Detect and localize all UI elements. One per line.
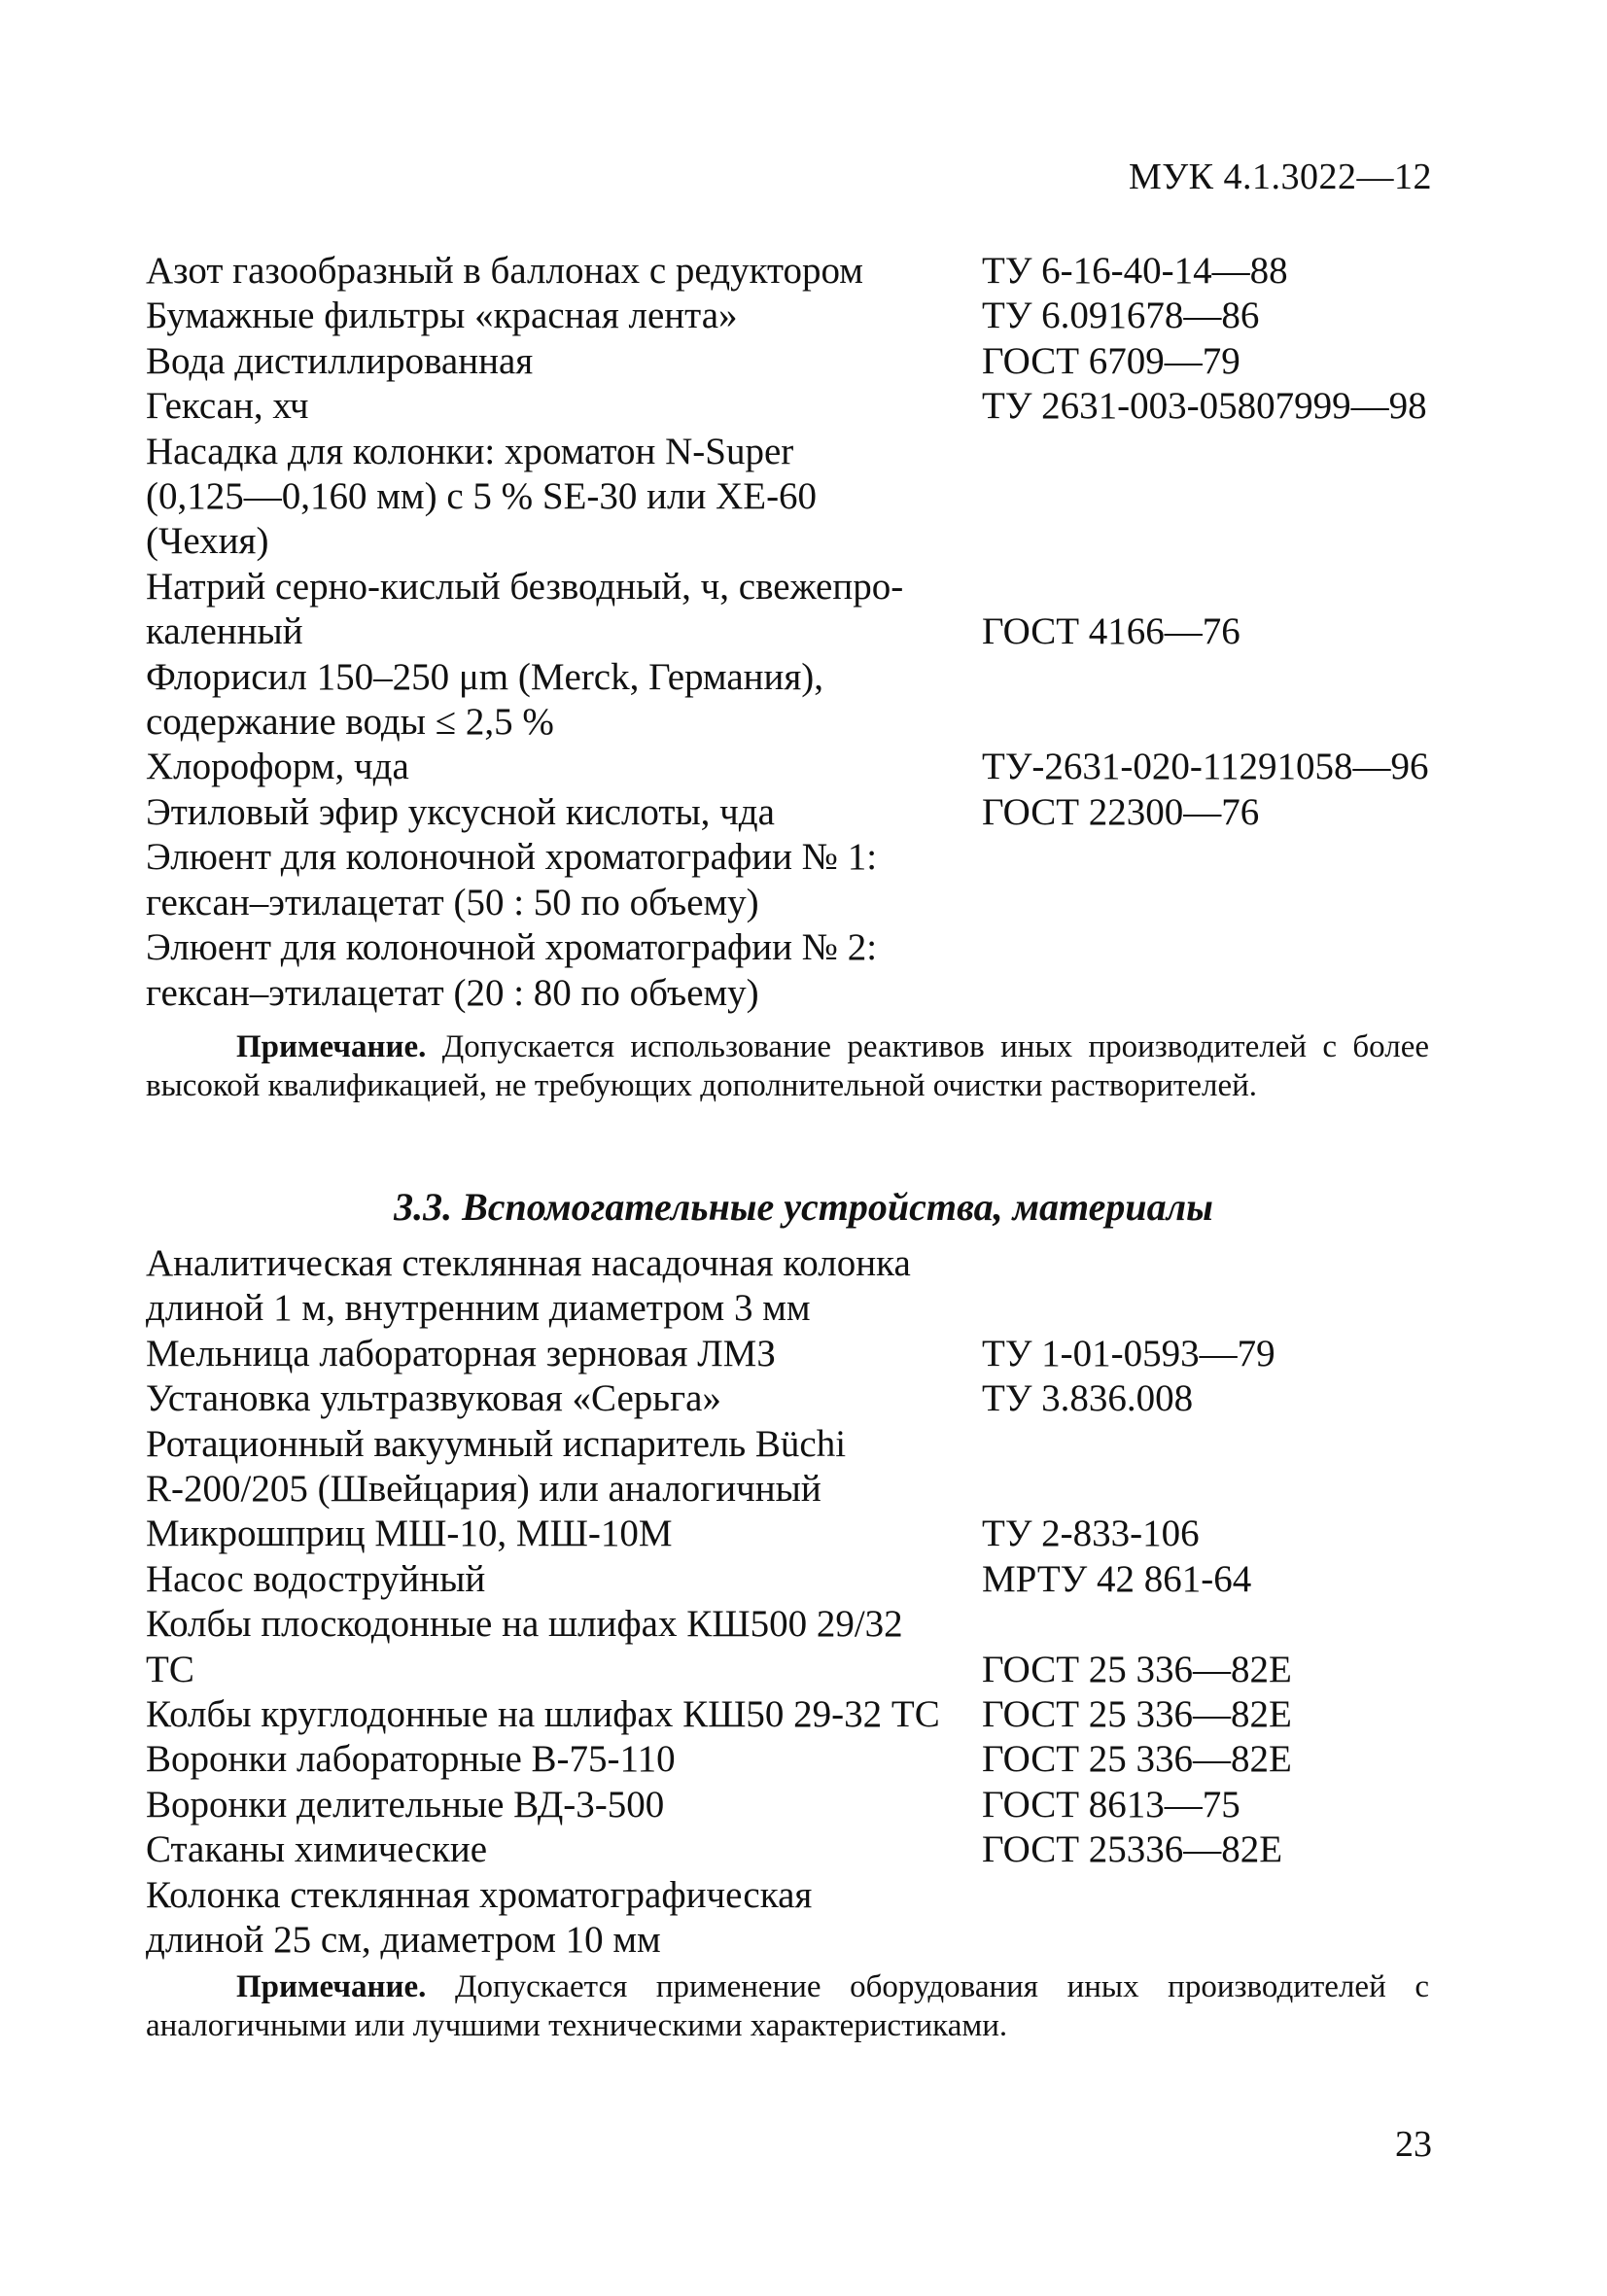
reagents-note-paragraph (146, 1027, 1429, 1105)
list-item (146, 1827, 1449, 1872)
list-item (146, 1737, 1449, 1782)
item-name-line: Аналитическая стеклянная насадочная колонка (146, 1242, 911, 1284)
item-name (146, 1557, 982, 1602)
list-item (146, 745, 1449, 789)
item-name-line: Ротационный вакуумный испаритель Büchi (146, 1422, 847, 1465)
list-item (146, 294, 1449, 338)
note-label: Примечание. (236, 1969, 427, 2004)
equipment-note-paragraph (146, 1967, 1429, 2045)
document-code-header: МУК 4.1.3022—12 (1128, 157, 1432, 197)
item-name-line: Мельница лабораторная зерновая ЛМЗ (146, 1332, 776, 1374)
list-item (146, 1422, 1449, 1513)
item-name (146, 790, 982, 835)
item-name-line: содержание воды ≤ 2,5 % (146, 701, 554, 744)
list-item (146, 790, 1449, 835)
section-title: 3.3. Вспомогательные устройства, материалы (394, 1185, 1213, 1229)
list-item (146, 925, 1449, 1016)
note-text: Допускается использование реактивов иных производителей с более высокой квалификацией, не требующих дополнительной очистки растворителей. (146, 1029, 1429, 1103)
page-number: 23 (1395, 2124, 1432, 2165)
item-name (146, 655, 982, 746)
item-standard-code: ГОСТ 4166—76 (982, 610, 1240, 653)
item-name (146, 565, 982, 655)
item-standard-code: ГОСТ 25336—82Е (982, 1828, 1283, 1871)
reagents-list (146, 249, 1449, 1016)
item-name-line: длиной 1 м, внутренним диаметром 3 мм (146, 1287, 811, 1330)
list-item (146, 249, 1449, 294)
item-name-line: Микрошприц МШ-10, МШ-10М (146, 1513, 673, 1555)
reagents-note (146, 1027, 1429, 1105)
item-name-line: (Чехия) (146, 520, 269, 563)
list-item (146, 1602, 1449, 1692)
note-text: Допускается применение оборудования иных производителей с аналогичными или лучшими техническими характеристиками. (146, 1969, 1429, 2043)
item-name-line: гексан–этилацетат (50 : 50 по объему) (146, 881, 759, 923)
item-standard-code: МРТУ 42 861-64 (982, 1557, 1252, 1600)
item-name-line: Колбы плоскодонные на шлифах КШ500 29/32 (146, 1603, 903, 1646)
item-name (146, 1783, 982, 1827)
item-name (146, 1376, 982, 1421)
item-name (146, 835, 982, 925)
item-standard-code: ТУ 2-833-106 (982, 1513, 1200, 1555)
item-name (146, 384, 982, 429)
item-name-line: Элюент для колоночной хроматографии № 1: (146, 836, 878, 879)
list-item (146, 1332, 1449, 1376)
list-item (146, 565, 1449, 655)
list-item (146, 1692, 1449, 1737)
item-name-line: Элюент для колоночной хроматографии № 2: (146, 926, 878, 969)
item-name-line: R-200/205 (Швейцария) или аналогичный (146, 1468, 821, 1511)
item-name-line: длиной 25 см, диаметром 10 мм (146, 1919, 661, 1962)
item-name-line: ТС (146, 1648, 194, 1690)
item-name-line: Установка ультразвуковая «Серьга» (146, 1377, 721, 1420)
item-name (146, 1602, 982, 1692)
item-name (146, 925, 982, 1016)
item-name (146, 1332, 982, 1376)
item-standard-code: ТУ 3.836.008 (982, 1377, 1194, 1420)
item-name (146, 1873, 982, 1964)
item-name-line: Гексан, хч (146, 385, 309, 428)
item-standard-code: ГОСТ 25 336—82Е (982, 1738, 1292, 1781)
list-item (146, 1376, 1449, 1421)
list-item (146, 835, 1449, 925)
item-name-line: каленный (146, 610, 303, 653)
item-standard-code: ТУ 6-16-40-14—88 (982, 250, 1288, 292)
item-name-line: (0,125—0,160 мм) с 5 % SE-30 или XE-60 (146, 475, 818, 518)
item-name-line: гексан–этилацетат (20 : 80 по объему) (146, 971, 759, 1014)
item-name-line: Воронки лабораторные В-75-110 (146, 1738, 676, 1781)
list-item (146, 384, 1449, 429)
item-standard-code: ГОСТ 25 336—82Е (982, 1648, 1292, 1690)
item-name (146, 1241, 982, 1332)
item-name-line: Этиловый эфир уксусной кислоты, чда (146, 790, 775, 833)
item-standard-code: ТУ 1-01-0593—79 (982, 1332, 1275, 1374)
item-name (146, 430, 982, 565)
note-label: Примечание. (236, 1029, 427, 1064)
item-standard-code: ГОСТ 6709—79 (982, 339, 1240, 382)
item-standard-code: ГОСТ 25 336—82Е (982, 1693, 1292, 1736)
item-name (146, 339, 982, 384)
list-item (146, 430, 1449, 565)
item-name-line: Стаканы химические (146, 1828, 488, 1871)
equipment-note (146, 1967, 1429, 2045)
item-name-line: Колбы круглодонные на шлифах КШ50 29-32 ТС (146, 1693, 940, 1736)
item-name-line: Азот газообразный в баллонах с редуктором (146, 250, 863, 292)
item-standard-code: ТУ 2631-003-05807999—98 (982, 385, 1427, 428)
item-standard-code: ГОСТ 22300—76 (982, 790, 1260, 833)
item-name-line: Насадка для колонки: хроматон N-Super (146, 430, 794, 472)
item-name-line: Колонка стеклянная хроматографическая (146, 1873, 813, 1916)
item-name-line: Вода дистиллированная (146, 339, 534, 382)
list-item (146, 1873, 1449, 1964)
item-name (146, 745, 982, 789)
item-name (146, 1737, 982, 1782)
item-standard-code: ТУ-2631-020-11291058—96 (982, 746, 1429, 788)
list-item (146, 339, 1449, 384)
list-item (146, 1241, 1449, 1332)
item-name-line: Хлороформ, чда (146, 746, 409, 788)
item-name (146, 1827, 982, 1872)
item-name (146, 1422, 982, 1513)
list-item (146, 1557, 1449, 1602)
item-name (146, 294, 982, 338)
list-item (146, 1783, 1449, 1827)
item-name (146, 1512, 982, 1556)
list-item (146, 655, 1449, 746)
item-name-line: Натрий серно-кислый безводный, ч, свежепро- (146, 565, 904, 608)
item-name (146, 1692, 982, 1737)
item-standard-code: ГОСТ 8613—75 (982, 1783, 1240, 1826)
item-name-line: Флорисил 150–250 μm (Merck, Германия), (146, 655, 824, 698)
item-name-line: Насос водоструйный (146, 1557, 486, 1600)
equipment-list (146, 1241, 1449, 1964)
item-standard-code: ТУ 6.091678—86 (982, 295, 1260, 337)
item-name (146, 249, 982, 294)
list-item (146, 1512, 1449, 1556)
item-name-line: Воронки делительные ВД-3-500 (146, 1783, 665, 1826)
item-name-line: Бумажные фильтры «красная лента» (146, 295, 738, 337)
